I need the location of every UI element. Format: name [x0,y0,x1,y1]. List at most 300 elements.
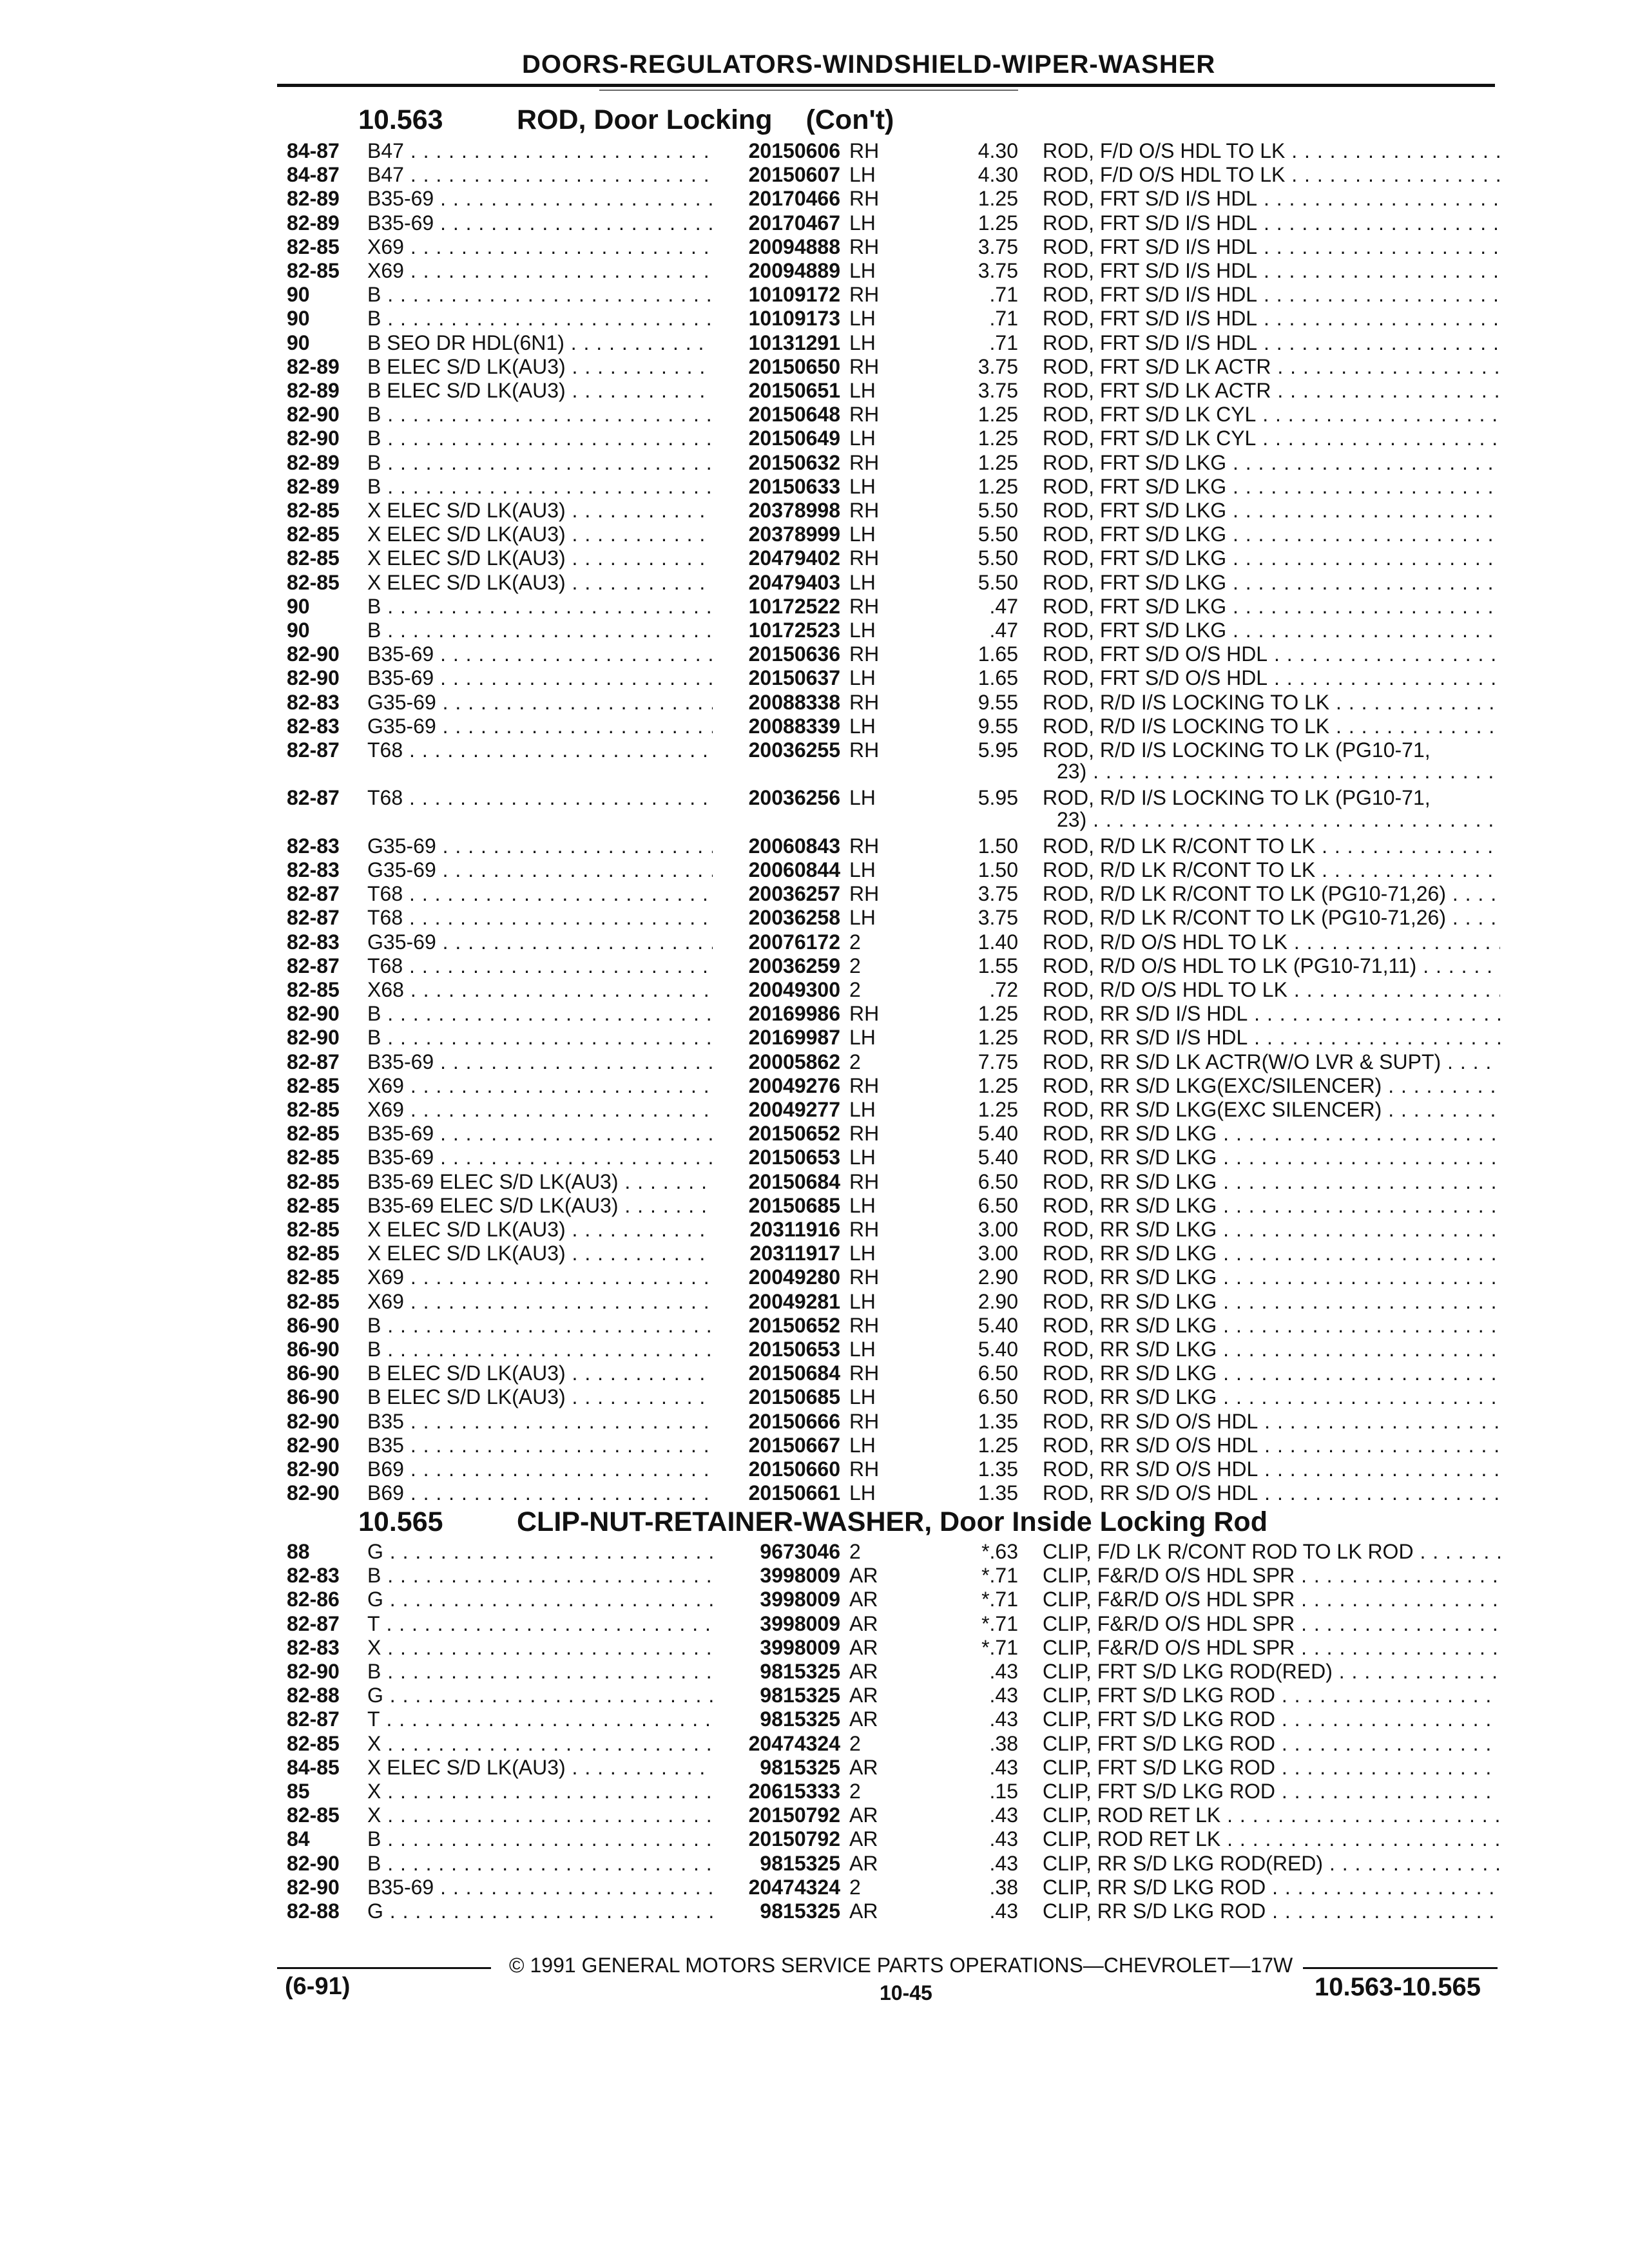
model-years: 82-85 [287,1146,340,1169]
model-years: 82-85 [287,235,340,258]
model-code: G35-69 . . . [367,715,713,738]
model-years: 82-85 [287,1732,340,1755]
footer-rule-left [277,1967,491,1969]
description: ROD, FRT S/D LKG . . . [1043,499,1500,522]
quantity: LH [849,666,876,689]
quantity: RH [849,403,880,426]
description: ROD, RR S/D LKG . . . [1043,1170,1500,1193]
price: *.63 [981,1540,1018,1563]
part-number: 10109173 [748,307,840,330]
model-years: 82-85 [287,1170,340,1193]
price: 3.75 [978,906,1018,929]
description: CLIP, FRT S/D LKG ROD . . . [1043,1684,1500,1707]
model-years: 82-83 [287,930,340,954]
model-years: 86-90 [287,1385,340,1408]
price: .15 [989,1780,1018,1803]
part-number: 10109172 [748,283,840,306]
price: 4.30 [978,163,1018,186]
price: 1.25 [978,475,1018,498]
description: CLIP, F&R/D O/S HDL SPR . . . [1043,1564,1500,1587]
price: .47 [989,595,1018,618]
part-number: 20150606 [748,139,840,162]
model-years: 82-86 [287,1588,340,1611]
model-years: 82-85 [287,1194,340,1217]
part-number: 3998009 [760,1612,840,1635]
model-years: 82-87 [287,954,340,977]
quantity: LH [849,1242,876,1265]
model-years: 82-90 [287,1852,340,1875]
price: 5.50 [978,571,1018,594]
description: ROD, FRT S/D LKG . . . [1043,595,1500,618]
price: .43 [989,1684,1018,1707]
model-years: 82-85 [287,1098,340,1121]
model-years: 82-89 [287,355,340,378]
price: 1.25 [978,211,1018,235]
model-years: 82-89 [287,187,340,210]
quantity: LH [849,307,876,330]
quantity: LH [849,211,876,235]
quantity: LH [849,715,876,738]
model-code: B . . . [367,403,713,426]
quantity: RH [849,283,880,306]
section-title [358,104,894,136]
price: 2.90 [978,1265,1018,1289]
description: ROD, FRT S/D I/S HDL . . . [1043,187,1500,210]
description: ROD, FRT S/D I/S HDL . . . [1043,211,1500,235]
quantity: RH [849,139,880,162]
model-years: 82-83 [287,858,340,881]
model-years: 82-87 [287,738,340,762]
model-years: 82-87 [287,786,340,809]
model-code: T68 . . . [367,738,713,762]
description: ROD, RR S/D O/S HDL . . . [1043,1457,1500,1481]
footer-copyright: © 1991 GENERAL MOTORS SERVICE PARTS OPERATIONS—CHEVROLET—17W [509,1954,1293,1977]
quantity: 2 [849,1050,861,1073]
price: 3.75 [978,259,1018,282]
part-number: 20150652 [748,1122,840,1145]
quantity: RH [849,642,880,666]
part-number: 10131291 [748,331,840,354]
model-code: G . . . [367,1540,713,1563]
model-years: 86-90 [287,1361,340,1385]
part-number: 10172523 [748,619,840,642]
description: CLIP, F&R/D O/S HDL SPR . . . [1043,1612,1500,1635]
price: 9.55 [978,691,1018,714]
part-number: 20060843 [748,834,840,858]
price: .43 [989,1756,1018,1779]
quantity: RH [849,738,880,762]
description: ROD, FRT S/D LK CYL . . . [1043,427,1500,450]
footer-date: (6-91) [285,1973,351,2000]
quantity: RH [849,1002,880,1025]
description: ROD, FRT S/D LK CYL . . . [1043,403,1500,426]
part-number: 20088338 [748,691,840,714]
description: ROD, RR S/D I/S HDL . . . [1043,1026,1500,1049]
price: 5.40 [978,1338,1018,1361]
model-years: 82-85 [287,1290,340,1313]
part-number: 20170466 [748,187,840,210]
part-number: 20036256 [748,786,840,809]
model-code: X69 . . . [367,235,713,258]
part-number: 20150607 [748,163,840,186]
quantity: RH [849,1074,880,1097]
quantity: AR [849,1827,878,1850]
quantity: AR [849,1684,878,1707]
model-years: 82-85 [287,1265,340,1289]
price: .71 [989,307,1018,330]
quantity: LH [849,1194,876,1217]
model-code: B . . . [367,619,713,642]
description: ROD, R/D LK R/CONT TO LK (PG10-71,26) . . . [1043,882,1500,905]
model-years: 82-90 [287,1876,340,1899]
quantity: RH [849,882,880,905]
description-continuation: 23) . . . [1057,760,1500,783]
part-number: 20005862 [748,1050,840,1073]
model-code: X69 . . . [367,1074,713,1097]
model-code: B . . . [367,475,713,498]
description: ROD, RR S/D LKG . . . [1043,1385,1500,1408]
model-years: 82-90 [287,427,340,450]
model-years: 82-90 [287,1457,340,1481]
model-years: 82-90 [287,1410,340,1433]
quantity: LH [849,379,876,402]
model-years: 82-87 [287,1707,340,1731]
description: ROD, R/D LK R/CONT TO LK . . . [1043,858,1500,881]
description: CLIP, FRT S/D LKG ROD . . . [1043,1732,1500,1755]
part-number: 20036257 [748,882,840,905]
description: ROD, RR S/D LKG(EXC SILENCER) . . . [1043,1098,1500,1121]
model-years: 82-85 [287,978,340,1001]
model-years: 90 [287,331,310,354]
part-number: 20169987 [748,1026,840,1049]
model-code: X69 . . . [367,1265,713,1289]
model-code: B . . . [367,1827,713,1850]
model-code: T68 . . . [367,906,713,929]
model-code: B . . . [367,451,713,474]
quantity: LH [849,786,876,809]
model-code: X ELEC S/D LK(AU3) . . . [367,1242,713,1265]
model-code: B35-69 . . . [367,1122,713,1145]
description: ROD, FRT S/D I/S HDL . . . [1043,283,1500,306]
model-code: B ELEC S/D LK(AU3) . . . [367,1385,713,1408]
footer-rule-right [1303,1967,1498,1969]
footer-page-number: 10-45 [880,1981,932,2004]
model-code: B . . . [367,1564,713,1587]
quantity: RH [849,499,880,522]
part-number: 20150666 [748,1410,840,1433]
part-number: 20150650 [748,355,840,378]
price: *.71 [981,1612,1018,1635]
price: .38 [989,1876,1018,1899]
price: *.71 [981,1588,1018,1611]
price: 1.25 [978,1098,1018,1121]
model-code: G . . . [367,1588,713,1611]
model-code: B . . . [367,1026,713,1049]
quantity: LH [849,259,876,282]
model-code: B . . . [367,283,713,306]
price: 3.75 [978,882,1018,905]
part-number: 3998009 [760,1636,840,1659]
model-years: 82-88 [287,1899,340,1923]
description: ROD, RR S/D O/S HDL . . . [1043,1481,1500,1504]
model-years: 84-87 [287,163,340,186]
quantity: AR [849,1636,878,1659]
price: 3.00 [978,1218,1018,1241]
part-number: 20060844 [748,858,840,881]
part-number: 20036259 [748,954,840,977]
quantity: LH [849,163,876,186]
part-number: 20311916 [749,1218,840,1241]
model-years: 82-85 [287,259,340,282]
model-code: B35-69 ELEC S/D LK(AU3) . . . [367,1170,713,1193]
price: 5.95 [978,786,1018,809]
part-number: 20094889 [748,259,840,282]
quantity: RH [849,1314,880,1337]
model-years: 82-90 [287,642,340,666]
price: .43 [989,1852,1018,1875]
description: ROD, FRT S/D LKG . . . [1043,475,1500,498]
price: 1.25 [978,1026,1018,1049]
quantity: LH [849,858,876,881]
description: ROD, FRT S/D LKG . . . [1043,571,1500,594]
quantity: 2 [849,978,861,1001]
description: ROD, F/D O/S HDL TO LK . . . [1043,139,1500,162]
description: CLIP, FRT S/D LKG ROD(RED) . . . [1043,1660,1500,1683]
quantity: AR [849,1852,878,1875]
model-code: X . . . [367,1636,713,1659]
model-code: B . . . [367,1852,713,1875]
description: ROD, FRT S/D LK ACTR . . . [1043,379,1500,402]
model-years: 82-85 [287,499,340,522]
model-code: X . . . [367,1732,713,1755]
quantity: 2 [849,954,861,977]
description: CLIP, FRT S/D LKG ROD . . . [1043,1780,1500,1803]
description: ROD, FRT S/D O/S HDL . . . [1043,666,1500,689]
description: ROD, FRT S/D I/S HDL . . . [1043,331,1500,354]
model-code: B35 . . . [367,1410,713,1433]
price: .47 [989,619,1018,642]
model-years: 82-90 [287,666,340,689]
section-number: 10.565 [358,1506,443,1537]
description: CLIP, RR S/D LKG ROD . . . [1043,1899,1500,1923]
part-number: 20311917 [749,1242,840,1265]
price: .71 [989,283,1018,306]
model-years: 82-85 [287,1122,340,1145]
quantity: LH [849,427,876,450]
price: 3.75 [978,235,1018,258]
description: ROD, RR S/D LK ACTR(W/O LVR & SUPT) . . . [1043,1050,1500,1073]
quantity: RH [849,451,880,474]
price: 9.55 [978,715,1018,738]
description: ROD, FRT S/D I/S HDL . . . [1043,259,1500,282]
price: 3.00 [978,1242,1018,1265]
part-number: 9815325 [760,1852,840,1875]
price: .72 [989,978,1018,1001]
model-years: 82-85 [287,546,340,570]
part-number: 20150636 [748,642,840,666]
model-code: B ELEC S/D LK(AU3) . . . [367,379,713,402]
model-years: 82-85 [287,1218,340,1241]
description: ROD, RR S/D LKG . . . [1043,1290,1500,1313]
price: 3.75 [978,355,1018,378]
header-rule [277,84,1495,87]
quantity: AR [849,1588,878,1611]
model-code: B35-69 . . . [367,666,713,689]
price: .43 [989,1827,1018,1850]
description: ROD, F/D O/S HDL TO LK . . . [1043,163,1500,186]
model-years: 82-90 [287,1481,340,1504]
part-number: 20094888 [748,235,840,258]
price: 6.50 [978,1385,1018,1408]
quantity: 2 [849,1780,861,1803]
section-number: 10.563 [358,104,443,135]
model-code: T . . . [367,1707,713,1731]
quantity: LH [849,1338,876,1361]
model-code: G35-69 . . . [367,858,713,881]
part-number: 20150667 [748,1434,840,1457]
model-years: 82-85 [287,571,340,594]
price: 5.40 [978,1122,1018,1145]
footer-section-range: 10.563-10.565 [1315,1973,1481,2001]
model-code: B . . . [367,427,713,450]
model-years: 84-85 [287,1756,340,1779]
part-number: 20474324 [748,1876,840,1899]
model-code: B35-69 . . . [367,187,713,210]
model-years: 82-89 [287,475,340,498]
model-code: G35-69 . . . [367,930,713,954]
price: 5.50 [978,523,1018,546]
description: CLIP, RR S/D LKG ROD(RED) . . . [1043,1852,1500,1875]
model-years: 86-90 [287,1314,340,1337]
part-number: 10172522 [748,595,840,618]
model-code: X69 . . . [367,1290,713,1313]
model-code: X69 . . . [367,259,713,282]
price: 4.30 [978,139,1018,162]
description: CLIP, RR S/D LKG ROD . . . [1043,1876,1500,1899]
quantity: RH [849,834,880,858]
description: ROD, R/D LK R/CONT TO LK . . . [1043,834,1500,858]
price: 1.50 [978,858,1018,881]
part-number: 20150653 [748,1338,840,1361]
quantity: LH [849,1146,876,1169]
page-header: DOORS-REGULATORS-WINDSHIELD-WIPER-WASHER [522,50,1216,79]
price: 1.35 [978,1410,1018,1433]
quantity: LH [849,1098,876,1121]
part-number: 20474324 [748,1732,840,1755]
model-code: B . . . [367,595,713,618]
description: ROD, R/D I/S LOCKING TO LK (PG10-71, [1043,786,1431,809]
section-title [358,1506,1268,1538]
model-code: B69 . . . [367,1457,713,1481]
part-number: 20049300 [748,978,840,1001]
description: ROD, FRT S/D LK ACTR . . . [1043,355,1500,378]
model-years: 82-90 [287,1434,340,1457]
model-years: 90 [287,283,310,306]
part-number: 20150685 [748,1385,840,1408]
model-code: X69 . . . [367,1098,713,1121]
price: *.71 [981,1636,1018,1659]
model-code: B35-69 . . . [367,211,713,235]
quantity: LH [849,331,876,354]
part-number: 9673046 [760,1540,840,1563]
price: 1.35 [978,1481,1018,1504]
part-number: 20150792 [748,1803,840,1827]
price: 1.25 [978,1434,1018,1457]
model-years: 86-90 [287,1338,340,1361]
model-code: G35-69 . . . [367,691,713,714]
model-years: 82-89 [287,211,340,235]
model-code: X . . . [367,1803,713,1827]
quantity: RH [849,1457,880,1481]
price: 1.25 [978,1002,1018,1025]
quantity: LH [849,1026,876,1049]
description: ROD, RR S/D LKG . . . [1043,1242,1500,1265]
part-number: 20036255 [748,738,840,762]
quantity: AR [849,1612,878,1635]
price: 5.40 [978,1314,1018,1337]
description: ROD, FRT S/D I/S HDL . . . [1043,235,1500,258]
model-code: B . . . [367,1338,713,1361]
model-code: T68 . . . [367,954,713,977]
description: CLIP, FRT S/D LKG ROD . . . [1043,1707,1500,1731]
model-code: X68 . . . [367,978,713,1001]
model-years: 82-87 [287,1050,340,1073]
model-code: G . . . [367,1684,713,1707]
price: 1.55 [978,954,1018,977]
model-code: X ELEC S/D LK(AU3) . . . [367,571,713,594]
model-code: B47 . . . [367,163,713,186]
part-number: 20615333 [748,1780,840,1803]
description: ROD, RR S/D LKG . . . [1043,1146,1500,1169]
price: 2.90 [978,1290,1018,1313]
description: ROD, RR S/D LKG . . . [1043,1122,1500,1145]
model-code: G35-69 . . . [367,834,713,858]
quantity: LH [849,571,876,594]
part-number: 20049276 [748,1074,840,1097]
quantity: LH [849,1434,876,1457]
price: 6.50 [978,1361,1018,1385]
quantity: 2 [849,1732,861,1755]
quantity: RH [849,691,880,714]
price: .38 [989,1732,1018,1755]
quantity: RH [849,1410,880,1433]
part-number: 20170467 [748,211,840,235]
part-number: 9815325 [760,1707,840,1731]
part-number: 9815325 [760,1899,840,1923]
model-code: B SEO DR HDL(6N1) . . . [367,331,713,354]
model-years: 82-83 [287,1636,340,1659]
description-continuation: 23) . . . [1057,808,1500,831]
price: 5.40 [978,1146,1018,1169]
quantity: LH [849,475,876,498]
description: ROD, RR S/D I/S HDL . . . [1043,1002,1500,1025]
price: 1.25 [978,1074,1018,1097]
part-number: 20150660 [748,1457,840,1481]
description: CLIP, F&R/D O/S HDL SPR . . . [1043,1636,1500,1659]
part-number: 3998009 [760,1588,840,1611]
price: 1.25 [978,187,1018,210]
part-number: 20049280 [748,1265,840,1289]
description: ROD, FRT S/D LKG . . . [1043,619,1500,642]
quantity: RH [849,546,880,570]
part-number: 20088339 [748,715,840,738]
description: ROD, RR S/D O/S HDL . . . [1043,1410,1500,1433]
part-number: 20036258 [748,906,840,929]
quantity: RH [849,235,880,258]
model-years: 84 [287,1827,310,1850]
description: ROD, RR S/D LKG . . . [1043,1361,1500,1385]
quantity: LH [849,1385,876,1408]
